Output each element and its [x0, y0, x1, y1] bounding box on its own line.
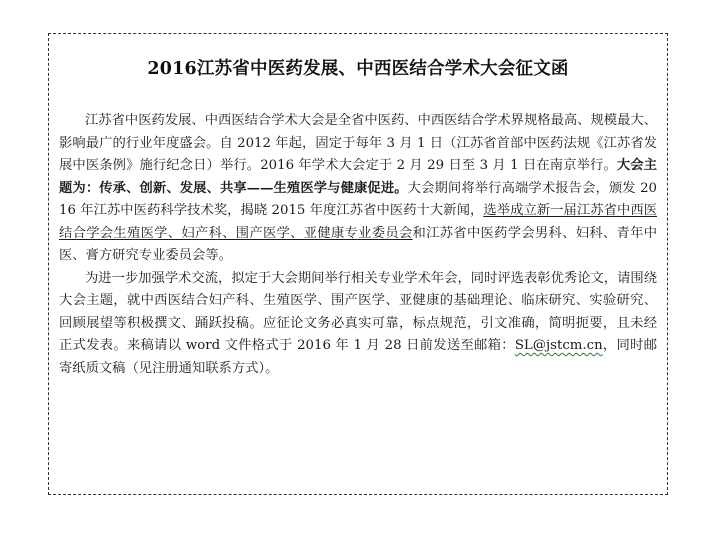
- paragraph-intro: [59, 110, 657, 268]
- submission-email: SL@jstcm.cn: [514, 338, 603, 353]
- document-frame: [48, 33, 668, 495]
- committee-list-text: 和江苏省中医药学会男科、妇科、青年中医、膏方研究专业委员会等。: [59, 225, 658, 263]
- intro-text: 江苏省中医药发展、中西医结合学术大会是全省中医药、中西医结合学术界规格最高、规模最大、影响最广的行业年度盛会。自 2012 年起，固定于每年 3 月 1 日（江苏省首部中医药法规《江苏省发展中医条例》施行纪念日）举行。2016 年学术大会定于 2 月 29 日至 3 月 1 日在南京举行。: [59, 113, 657, 173]
- deadline-date: 2016 年 1 月 28 日前: [292, 338, 434, 353]
- agenda-text: 大会期间将举行高端学术报告会，颁发 2016 年江苏中医药科学技术奖，揭晓 2015 年度江苏省中医药十大新闻，: [59, 180, 657, 218]
- document-body: [59, 110, 657, 380]
- page-title: 2016江苏省中医药发展、中西医结合学术大会征文函: [147, 59, 569, 79]
- paragraph-call-for-papers: [59, 268, 657, 381]
- call-text: 为进一步加强学术交流，拟定于大会期间举行相关专业学术年会，同时评选表彰优秀论文，请围绕大会主题，就中西医结合妇产科、生殖医学、围产医学、亚健康的基础理论、临床研究、实验研究、回顾展望等积极撰文、踊跃投稿。应征论文务必真实可靠，标点规范，引文准确，简明扼要，且未经正式发表。来稿请以 word 文件格式于: [59, 270, 657, 353]
- email-label: 发送至邮箱：: [433, 338, 515, 353]
- committee-election-text: 选举成立新一届江苏省中西医结合学会生殖医学、妇产科、围产医学、亚健康专业委员会: [59, 203, 657, 241]
- conference-theme: 大会主题为：传承、创新、发展、共享——生殖医学与健康促进。: [59, 158, 657, 196]
- mail-instruction-text: ，同时邮寄纸质文稿（见注册通知联系方式）。: [59, 338, 657, 376]
